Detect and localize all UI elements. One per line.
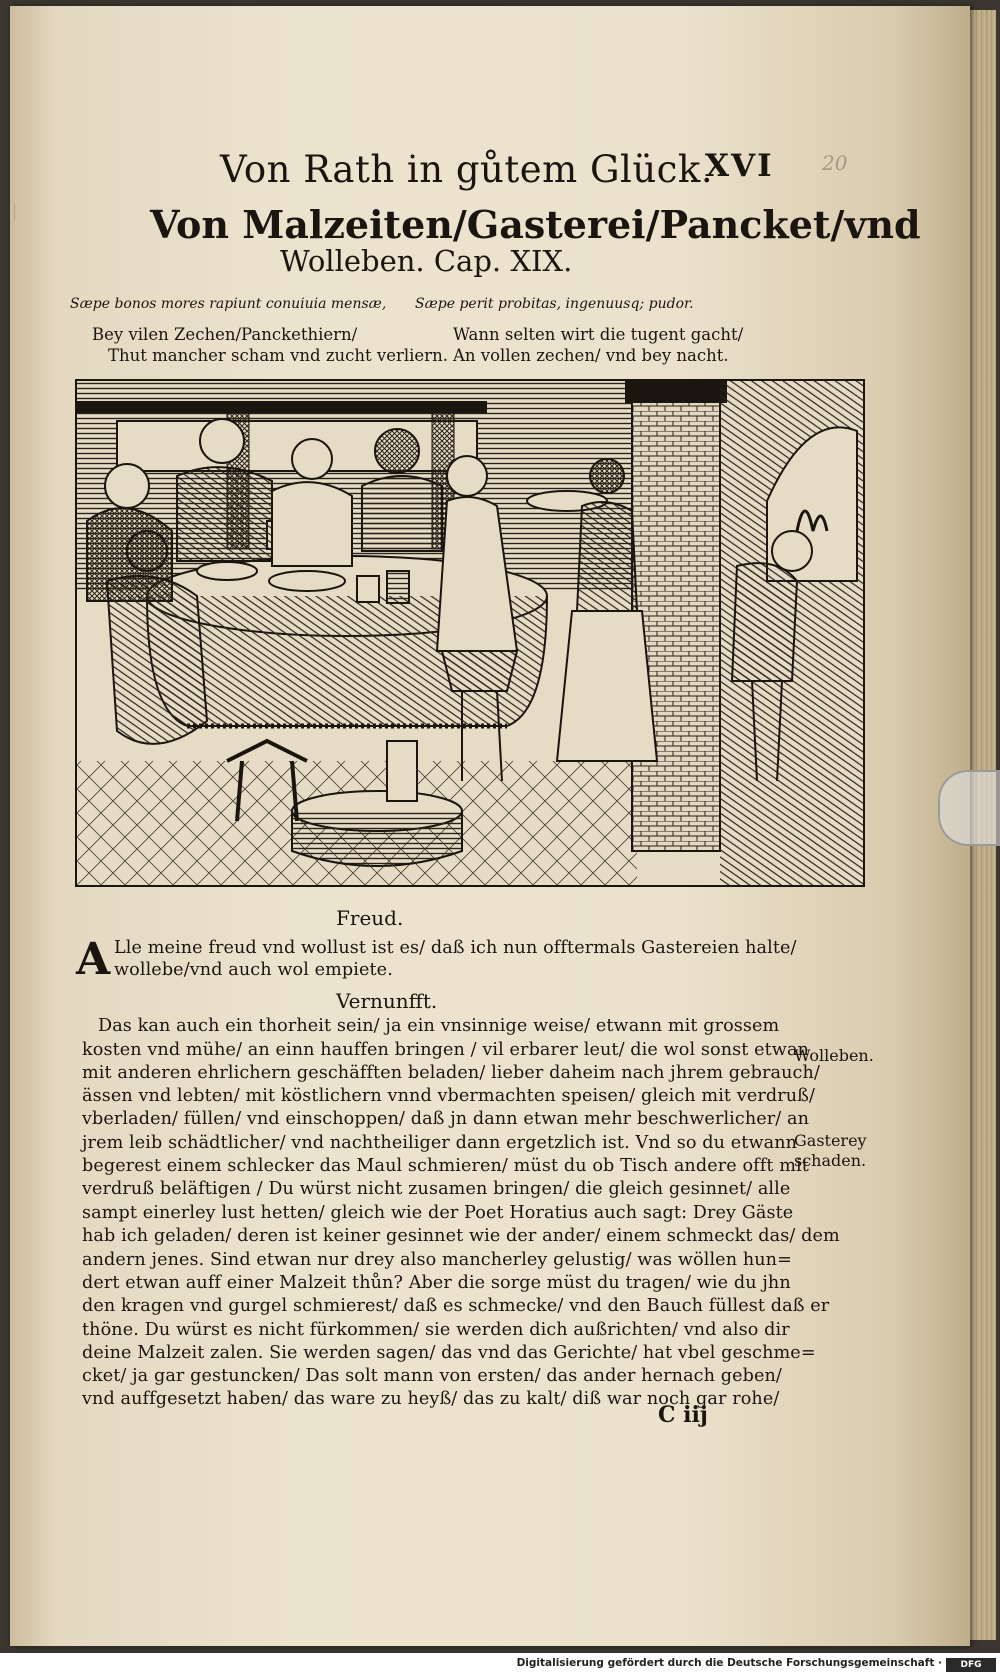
body-line: deine Malzeit zalen. Sie werden sagen/ das vnd das Gerichte/ hat vbel geschme= <box>82 1343 816 1363</box>
body-line: vnd auffgesetzt haben/ das ware zu heyß/ das zu kalt/ diß war noch gar rohe/ <box>82 1389 780 1409</box>
body-line: begerest einem schlecker das Maul schmieren/ müst du ob Tisch andere offt mit <box>82 1156 809 1176</box>
verse-left-1: Bey vilen Zechen/Panckethiern/ <box>92 325 358 344</box>
woodcut-drawing <box>77 381 865 887</box>
speaker-freud: Freud. <box>336 906 404 930</box>
marginal-note-wolleben: Wolleben. <box>794 1046 874 1065</box>
banquet-woodcut <box>75 379 865 887</box>
bleed-through-text: | <box>12 202 18 220</box>
body-line: cket/ ja gar gestuncken/ Das solt mann von ersten/ das ander hernach geben/ <box>82 1366 782 1386</box>
body-line: kosten vnd mühe/ an einn hauffen bringen / vil erbarer leut/ die wol sonst etwan <box>82 1040 809 1060</box>
marginal-note-line: Gasterey <box>794 1131 867 1150</box>
body-line: jrem leib schädtlicher/ vnd nachtheiliger dann ergetzlich ist. Vnd so du etwann <box>82 1133 798 1153</box>
verse-right-1: Wann selten wirt die tugent gacht/ <box>453 325 744 344</box>
verse-left-2: Thut mancher scham vnd zucht verliern. <box>108 346 448 365</box>
body-line: Das kan auch ein thorheit sein/ ja ein vnsinnige weise/ etwann mit grossem <box>98 1016 780 1036</box>
body-line: thöne. Du würst es nicht fürkommen/ sie werden dich außrichten/ vnd also dir <box>82 1320 790 1340</box>
footer-bar <box>0 1653 1000 1678</box>
book-page <box>10 6 970 1646</box>
chapter-title-line2: Wolleben. Cap. XIX. <box>280 244 573 278</box>
body-line: verdruß beläftigen / Du würst nicht zusamen bringen/ die gleich gesinnet/ alle <box>82 1179 791 1199</box>
freud-line-2: wollebe/vnd auch wol empiete. <box>114 960 393 980</box>
dfg-logo: DFG <box>946 1658 996 1672</box>
latin-motto-left: Sæpe bonos mores rapiunt conuiuia mensæ, <box>70 296 387 312</box>
body-line: andern jenes. Sind etwan nur drey also mancherley gelustig/ was wöllen hun= <box>82 1250 792 1270</box>
body-line: ässen vnd lebten/ mit köstlichern vnnd vbermachten speisen/ gleich mit verdruß/ <box>82 1086 816 1106</box>
chapter-title-line1: Von Malzeiten/Gasterei/Pancket/vnd <box>150 202 921 247</box>
body-line: mit anderen ehrlichern geschäfften beladen/ lieber daheim nach jhrem gebrauch/ <box>82 1063 820 1083</box>
drop-cap: A <box>76 934 111 985</box>
pencil-page-note: 20 <box>822 151 848 175</box>
body-line: hab ich geladen/ deren ist keiner gesinnet wie der ander/ einem schmeckt das/ dem <box>82 1226 840 1246</box>
verse-right-2: An vollen zechen/ vnd bey nacht. <box>453 346 729 365</box>
running-title: Von Rath in gůtem Glück. <box>220 148 714 191</box>
body-line: sampt einerley lust hetten/ gleich wie der Poet Horatius auch sagt: Drey Gäste <box>82 1203 794 1223</box>
freud-line-1: Lle meine freud vnd wollust ist es/ daß ich nun offtermals Gastereien halte/ <box>114 938 797 958</box>
speaker-vernunfft: Vernunfft. <box>336 989 438 1013</box>
body-line: vberladen/ füllen/ vnd einschoppen/ daß jn dann etwan mehr beschwerlicher/ an <box>82 1109 810 1129</box>
marginal-note-gasterey <box>794 1131 867 1171</box>
page-clip <box>938 770 1000 846</box>
body-line: den kragen vnd gurgel schmierest/ daß es schmecke/ vnd den Bauch füllest daß er <box>82 1296 830 1316</box>
marginal-note-line: schaden. <box>794 1151 867 1170</box>
funding-credit: Digitalisierung gefördert durch die Deutsche Forschungsgemeinschaft · <box>516 1657 942 1669</box>
folio-number: XVI <box>705 148 774 184</box>
body-line: dert etwan auff einer Malzeit thůn? Aber die sorge müst du tragen/ wie du jhn <box>82 1273 791 1293</box>
signature-mark: C iij <box>658 1402 708 1428</box>
latin-motto-right: Sæpe perit probitas, ingenuusq; pudor. <box>415 296 694 312</box>
